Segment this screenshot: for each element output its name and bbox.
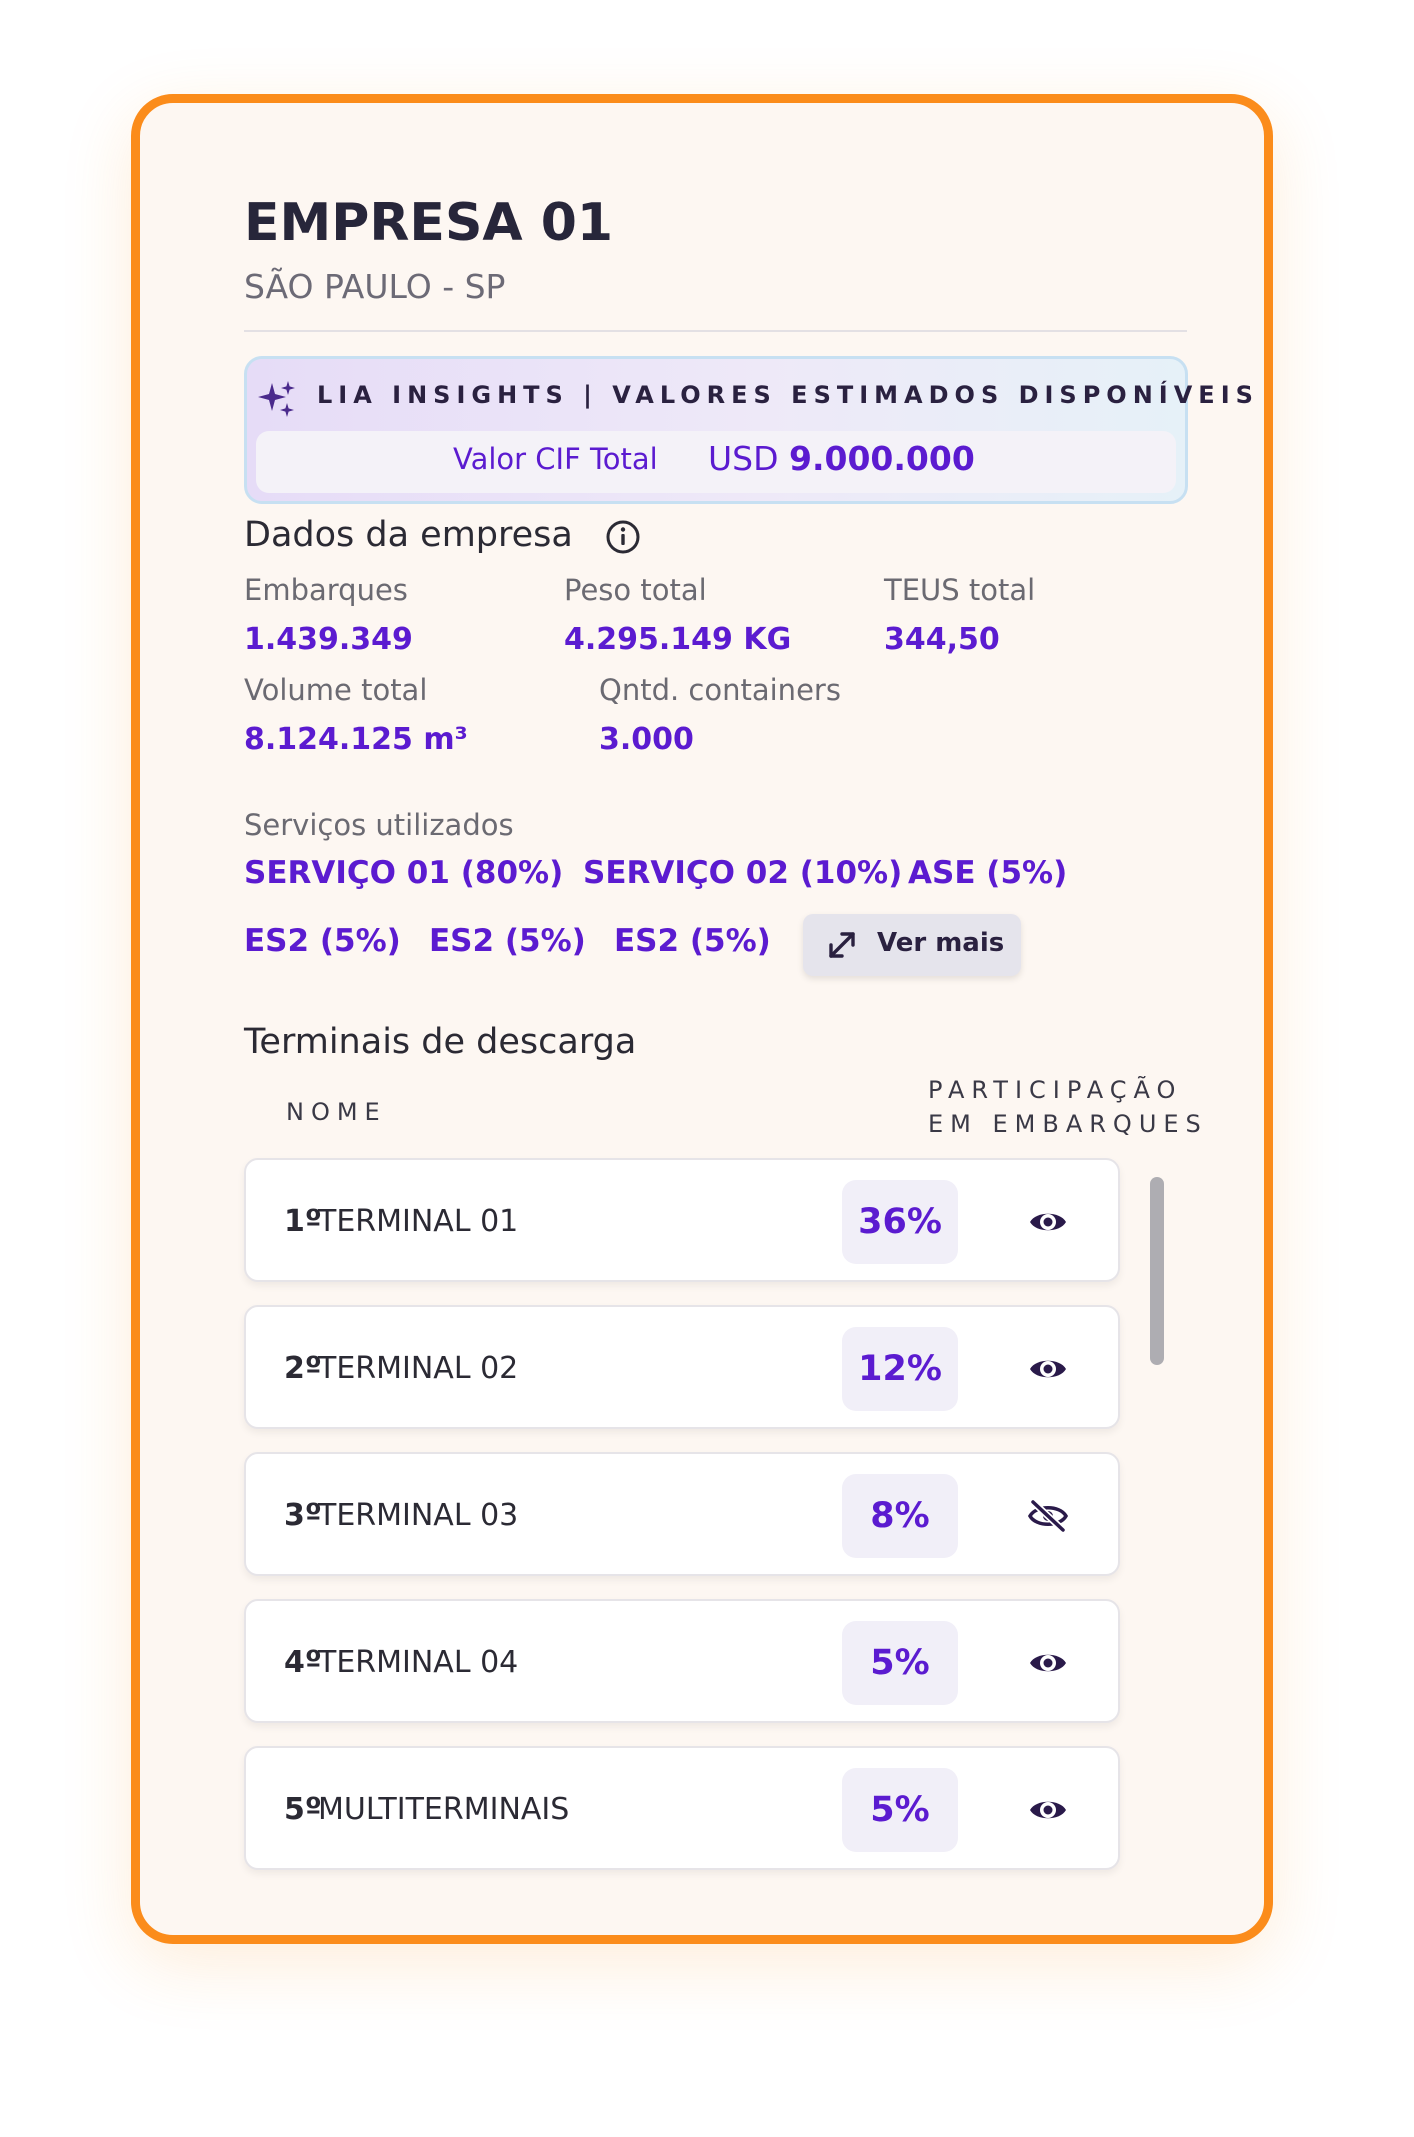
terminal-rank: 2º xyxy=(284,1351,322,1386)
service-tag: SERVIÇO 02 (10%) xyxy=(583,855,903,891)
terminal-row[interactable] xyxy=(244,1305,1120,1429)
terminal-share-badge: 5% xyxy=(842,1768,958,1852)
stat-value-volume: 8.124.125 m³ xyxy=(244,722,468,757)
column-header-name: NOME xyxy=(286,1098,387,1126)
cif-total-label: Valor CIF Total xyxy=(453,442,658,476)
terminal-rank: 4º xyxy=(284,1645,322,1680)
terminals-title: Terminais de descarga xyxy=(244,1022,637,1062)
terminal-row[interactable] xyxy=(244,1599,1120,1723)
cif-currency: USD xyxy=(708,439,779,478)
expand-arrows-icon xyxy=(825,928,859,962)
company-data-header xyxy=(244,515,664,561)
cif-total-box xyxy=(256,431,1176,493)
eye-off-icon[interactable] xyxy=(1028,1498,1068,1534)
service-tag: SERVIÇO 01 (80%) xyxy=(244,855,564,891)
eye-icon[interactable] xyxy=(1028,1351,1068,1387)
service-tag: ES2 (5%) xyxy=(244,923,401,959)
cif-amount: 9.000.000 xyxy=(789,439,975,478)
services-title: Serviços utilizados xyxy=(244,808,514,842)
stat-label-containers: Qntd. containers xyxy=(599,673,841,707)
lia-insights-header: LIA INSIGHTS | VALORES ESTIMADOS DISPONÍVEIS xyxy=(317,381,1259,409)
terminal-row[interactable] xyxy=(244,1746,1120,1870)
stat-label-teus: TEUS total xyxy=(884,573,1036,607)
company-location: SÃO PAULO - SP xyxy=(244,267,506,306)
column-header-share xyxy=(928,1073,1208,1141)
service-tag: ES2 (5%) xyxy=(614,923,771,959)
stat-value-teus: 344,50 xyxy=(884,622,1000,657)
terminal-share-badge: 5% xyxy=(842,1621,958,1705)
terminal-name: TERMINAL 01 xyxy=(318,1204,519,1239)
terminal-share-badge: 8% xyxy=(842,1474,958,1558)
service-tag: ES2 (5%) xyxy=(429,923,586,959)
column-header-share-line1: PARTICIPAÇÃO xyxy=(928,1076,1183,1104)
info-icon[interactable] xyxy=(605,519,641,555)
lia-insights-banner xyxy=(244,356,1259,504)
eye-icon[interactable] xyxy=(1028,1792,1068,1828)
terminal-name: TERMINAL 04 xyxy=(318,1645,519,1680)
stat-label-peso: Peso total xyxy=(564,573,707,607)
terminal-row[interactable] xyxy=(244,1158,1120,1282)
terminal-rank: 1º xyxy=(284,1204,322,1239)
divider xyxy=(244,330,1187,332)
eye-icon[interactable] xyxy=(1028,1204,1068,1240)
ver-mais-label: Ver mais xyxy=(877,928,1005,958)
stat-label-embarques: Embarques xyxy=(244,573,408,607)
company-card xyxy=(131,94,1273,1944)
stat-value-embarques: 1.439.349 xyxy=(244,622,413,657)
terminal-name: TERMINAL 02 xyxy=(318,1351,519,1386)
terminal-name: TERMINAL 03 xyxy=(318,1498,519,1533)
service-tag: ASE (5%) xyxy=(908,855,1068,891)
eye-icon[interactable] xyxy=(1028,1645,1068,1681)
terminals-scrollbar-thumb[interactable] xyxy=(1150,1177,1164,1365)
company-name: EMPRESA 01 xyxy=(244,193,614,253)
terminal-name: MULTITERMINAIS xyxy=(318,1792,570,1827)
stat-value-peso: 4.295.149 KG xyxy=(564,622,792,657)
stat-value-containers: 3.000 xyxy=(599,722,694,757)
company-data-title: Dados da empresa xyxy=(244,515,573,555)
column-header-share-line2: EM EMBARQUES xyxy=(928,1110,1208,1138)
terminal-share-badge: 36% xyxy=(842,1180,958,1264)
terminal-rank: 3º xyxy=(284,1498,322,1533)
terminal-rank: 5º xyxy=(284,1792,322,1827)
sparkles-icon xyxy=(255,377,299,421)
ver-mais-button[interactable] xyxy=(803,914,1021,976)
terminal-row[interactable] xyxy=(244,1452,1120,1576)
cif-total-value xyxy=(708,439,975,478)
stat-label-volume: Volume total xyxy=(244,673,428,707)
terminal-share-badge: 12% xyxy=(842,1327,958,1411)
